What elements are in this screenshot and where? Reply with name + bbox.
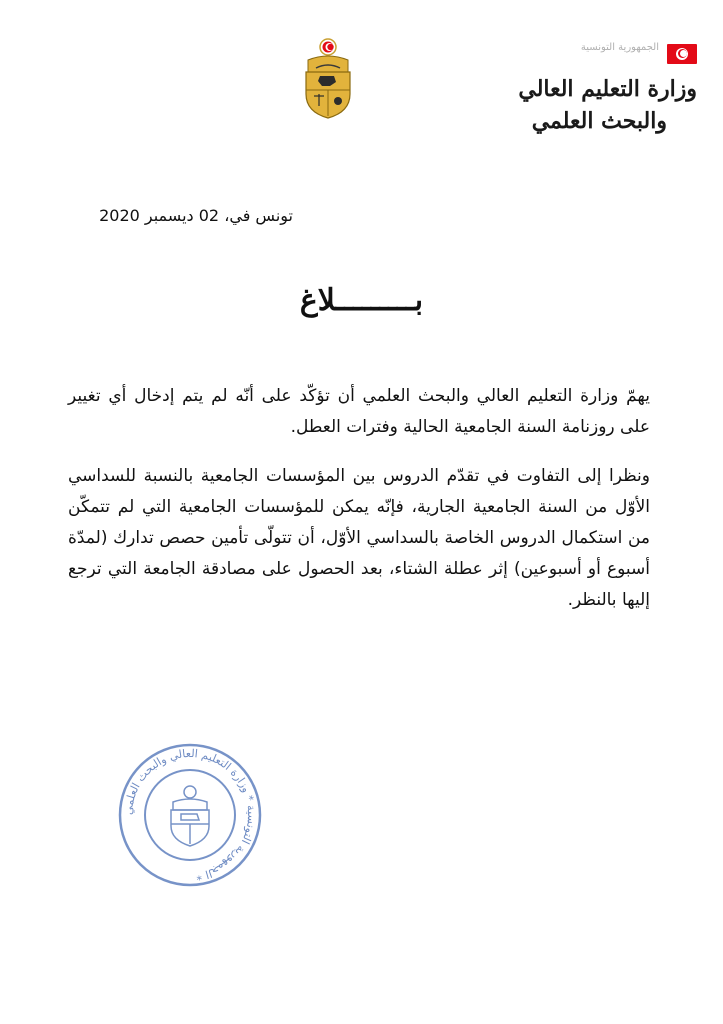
ministry-logo xyxy=(487,36,697,146)
republic-label: الجمهورية التونسية xyxy=(580,42,659,53)
ministry-name-line1: وزارة التعليم العالي xyxy=(518,76,697,102)
paragraph-2 xyxy=(68,461,650,616)
paragraph-1-text: يهمّ وزارة التعليم العالي والبحث العلمي أن تؤكّد على أنّه لم يتم إدخال أي تغيير على روزنامة السنة الجامعية الحالية وفترات العطل. xyxy=(68,386,650,437)
paragraph-1 xyxy=(68,381,650,443)
paragraph-2-text: ونظرا إلى التفاوت في تقدّم الدروس بين المؤسسات الجامعية بالنسبة للسداسي الأوّل من السنة الجامعية الجارية، فإنّه يمكن للمؤسسات الجامعية التي لم تتمكّن من استكمال الدروس الخاصة بالسداسي الأوّل، أن تتولّى تأمين حصص تدارك (لمدّة أسبوع أو أسبوعين) إثر عطلة الشتاء، بعد الحصول على مصادقة الجامعة التي ترجع إليها بالنظر. xyxy=(68,466,650,610)
tunisia-flag-icon xyxy=(667,44,697,64)
official-stamp-icon xyxy=(115,740,265,890)
stamp-text: الجمهورية التونسية * وزارة التعليم العالي والبحث العلمي * xyxy=(121,746,259,883)
document-title: بـــــــــلاغ xyxy=(299,283,424,318)
document-date: تونس في، 02 ديسمبر 2020 xyxy=(99,206,293,225)
ministry-name-line2: والبحث العلمي xyxy=(531,108,667,134)
coat-of-arms-icon xyxy=(300,38,356,120)
svg-text:الجمهورية التونسية * وزارة الت xyxy=(122,747,258,883)
